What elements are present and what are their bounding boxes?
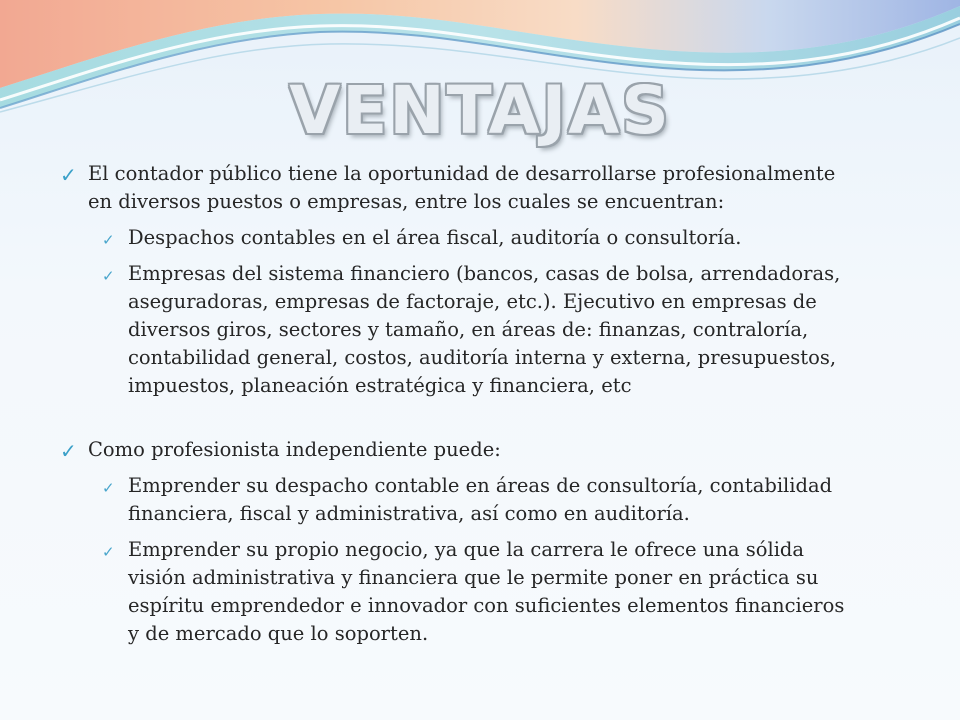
sub-bullet-text: Empresas del sistema financiero (bancos, casas de bolsa, arrendadoras, aseguradoras, empresas de factoraje, etc.). Ejecutivo en empresas de diversos giros, sectores y tamaño, en áreas de: finanzas, contraloría, contabilidad general, costos, auditoría interna y externa, presupuestos, impuestos, planeación estratégica y financiera, etc <box>128 262 841 397</box>
sub-bullet-text: Emprender su propio negocio, ya que la carrera le ofrece una sólida visión administrativa y financiera que le permite poner en práctica su espíritu emprendedor e innovador con suficientes elementos financieros y de mercado que lo soporten. <box>128 538 845 645</box>
bullet-list <box>60 160 860 648</box>
checkmark-icon: ✓ <box>60 439 77 463</box>
sub-bullet-item <box>60 260 860 400</box>
checkmark-icon: ✓ <box>102 231 115 249</box>
bullet-item <box>60 160 860 216</box>
bullet-text: El contador público tiene la oportunidad de desarrollarse profesionalmente en diversos puestos o empresas, entre los cuales se encuentran: <box>88 162 836 213</box>
slide-title: VENTAJAS <box>289 72 671 149</box>
checkmark-icon: ✓ <box>60 163 77 187</box>
checkmark-icon: ✓ <box>102 479 115 497</box>
sub-bullet-item <box>60 472 860 528</box>
sub-bullet-text: Emprender su despacho contable en áreas de consultoría, contabilidad financiera, fiscal y administrativa, así como en auditoría. <box>128 474 833 525</box>
sub-bullet-item <box>60 536 860 648</box>
sub-bullet-item <box>60 224 860 252</box>
sub-bullet-text: Despachos contables en el área fiscal, auditoría o consultoría. <box>128 226 742 249</box>
checkmark-icon: ✓ <box>102 543 115 561</box>
bullet-text: Como profesionista independiente puede: <box>88 438 501 461</box>
checkmark-icon: ✓ <box>102 267 115 285</box>
bullet-item <box>60 436 860 464</box>
